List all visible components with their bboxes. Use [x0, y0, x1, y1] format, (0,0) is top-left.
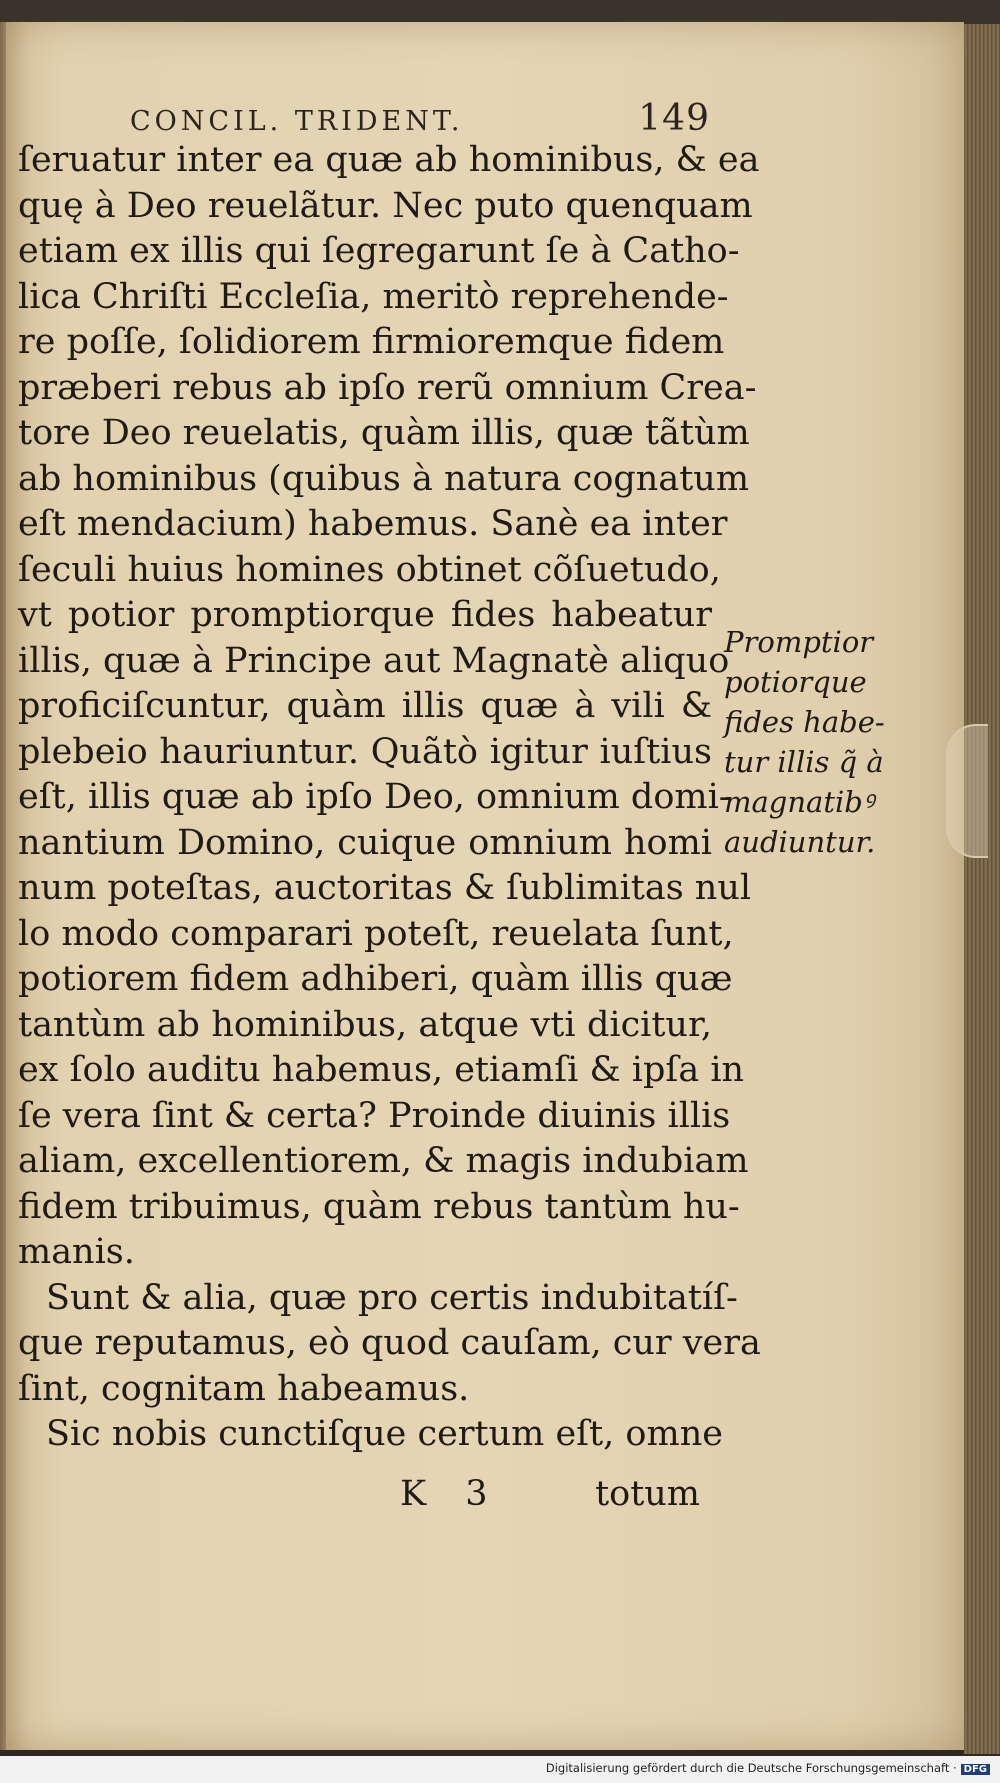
text-line: Sic nobis cunctiſque certum eſt, omne	[46, 1414, 723, 1454]
text-line: eſt mendacium) habemus. Sanè ea inter	[18, 504, 728, 544]
text-line: que reputamus, eò quod cauſam, cur vera	[18, 1323, 761, 1363]
text-line: lica Chriſti Eccleſia, meritò reprehende-	[18, 276, 729, 317]
catchword: totum	[595, 1474, 700, 1514]
marginal-note-line: Promptior	[724, 625, 874, 659]
footer-credit-text: Digitalisierung gefördert durch die Deutsche Forschungsgemeinschaft ·	[545, 1761, 957, 1775]
body-text	[18, 138, 761, 1458]
text-line: re poſſe, ſolidiorem firmioremque fidem	[18, 322, 725, 362]
marginal-note-line: potiorque	[724, 665, 867, 699]
text-line: eſt, illis quæ ab ipſo Deo, omnium domi-	[18, 777, 731, 817]
text-line: quę à Deo reuelãtur. Nec puto quenquam	[18, 185, 753, 226]
text-line: tantùm ab hominibus, atque vti dicitur,	[18, 1004, 712, 1045]
text-line: etiam ex illis qui ſegregarunt ſe à Catho-	[18, 231, 740, 271]
text-line: fidem tribuimus, quàm rebus tantùm hu-	[18, 1186, 740, 1227]
marginal-note-line: audiuntur.	[724, 825, 876, 859]
marginal-note-line: fides habe-	[724, 705, 885, 739]
text-line: tore Deo reuelatis, quàm illis, quæ tãtùm	[18, 413, 750, 453]
text-line: potiorem fidem adhiberi, quàm illis quæ	[18, 959, 733, 999]
signature-mark: K 3	[400, 1474, 502, 1514]
text-line: præberi rebus ab ipſo rerũ omnium Crea-	[18, 367, 757, 408]
running-head	[130, 98, 710, 142]
text-line: plebeio hauriuntur. Quãtò igitur iuſtius	[18, 731, 712, 772]
text-line: lo modo comparari poteſt, reuelata ſunt,	[18, 913, 734, 954]
text-line: aliam, excellentiorem, & magis indubiam	[18, 1141, 749, 1181]
text-line: manis.	[18, 1232, 135, 1272]
text-line: ſint, cognitam habeamus.	[18, 1368, 470, 1409]
text-line: ſe vera ſint & certa? Proinde diuinis illis	[18, 1095, 731, 1136]
footer-credit	[546, 1761, 990, 1775]
page-edges	[964, 24, 1000, 1754]
text-line: num poteſtas, auctoritas & ſublimitas nul	[18, 868, 752, 908]
marginal-note-line: magnatibꝰ	[724, 785, 874, 819]
text-line: ab hominibus (quibus à natura cognatum	[18, 458, 750, 499]
text-line: ſeculi huius homines obtinet cõſuetudo,	[18, 549, 721, 590]
text-line: illis, quæ à Principe aut Magnatè aliquo	[18, 640, 730, 681]
page-number: 149	[638, 98, 710, 139]
dfg-logo-icon: DFG	[961, 1764, 990, 1775]
text-line: proficiſcuntur, quàm illis quæ à vili &	[18, 686, 712, 726]
text-line: ſeruatur inter ea quæ ab hominibus, & ea	[18, 140, 760, 180]
text-line: Sunt & alia, quæ pro certis indubitatíſ-	[46, 1277, 738, 1318]
page-clip	[946, 724, 988, 858]
text-line: nantium Domino, cuique omnium homi	[18, 822, 712, 863]
running-head-title: CONCIL. TRIDENT.	[130, 106, 464, 137]
text-line: ex ſolo auditu habemus, etiamſi & ipſa in	[18, 1050, 745, 1090]
digitization-footer	[0, 1756, 1000, 1783]
text-line: vt potior promptiorque fides habeatur	[18, 595, 712, 635]
catchline	[400, 1474, 700, 1519]
marginal-note	[724, 622, 904, 862]
marginal-note-line: tur illis q̃ à	[724, 745, 884, 779]
